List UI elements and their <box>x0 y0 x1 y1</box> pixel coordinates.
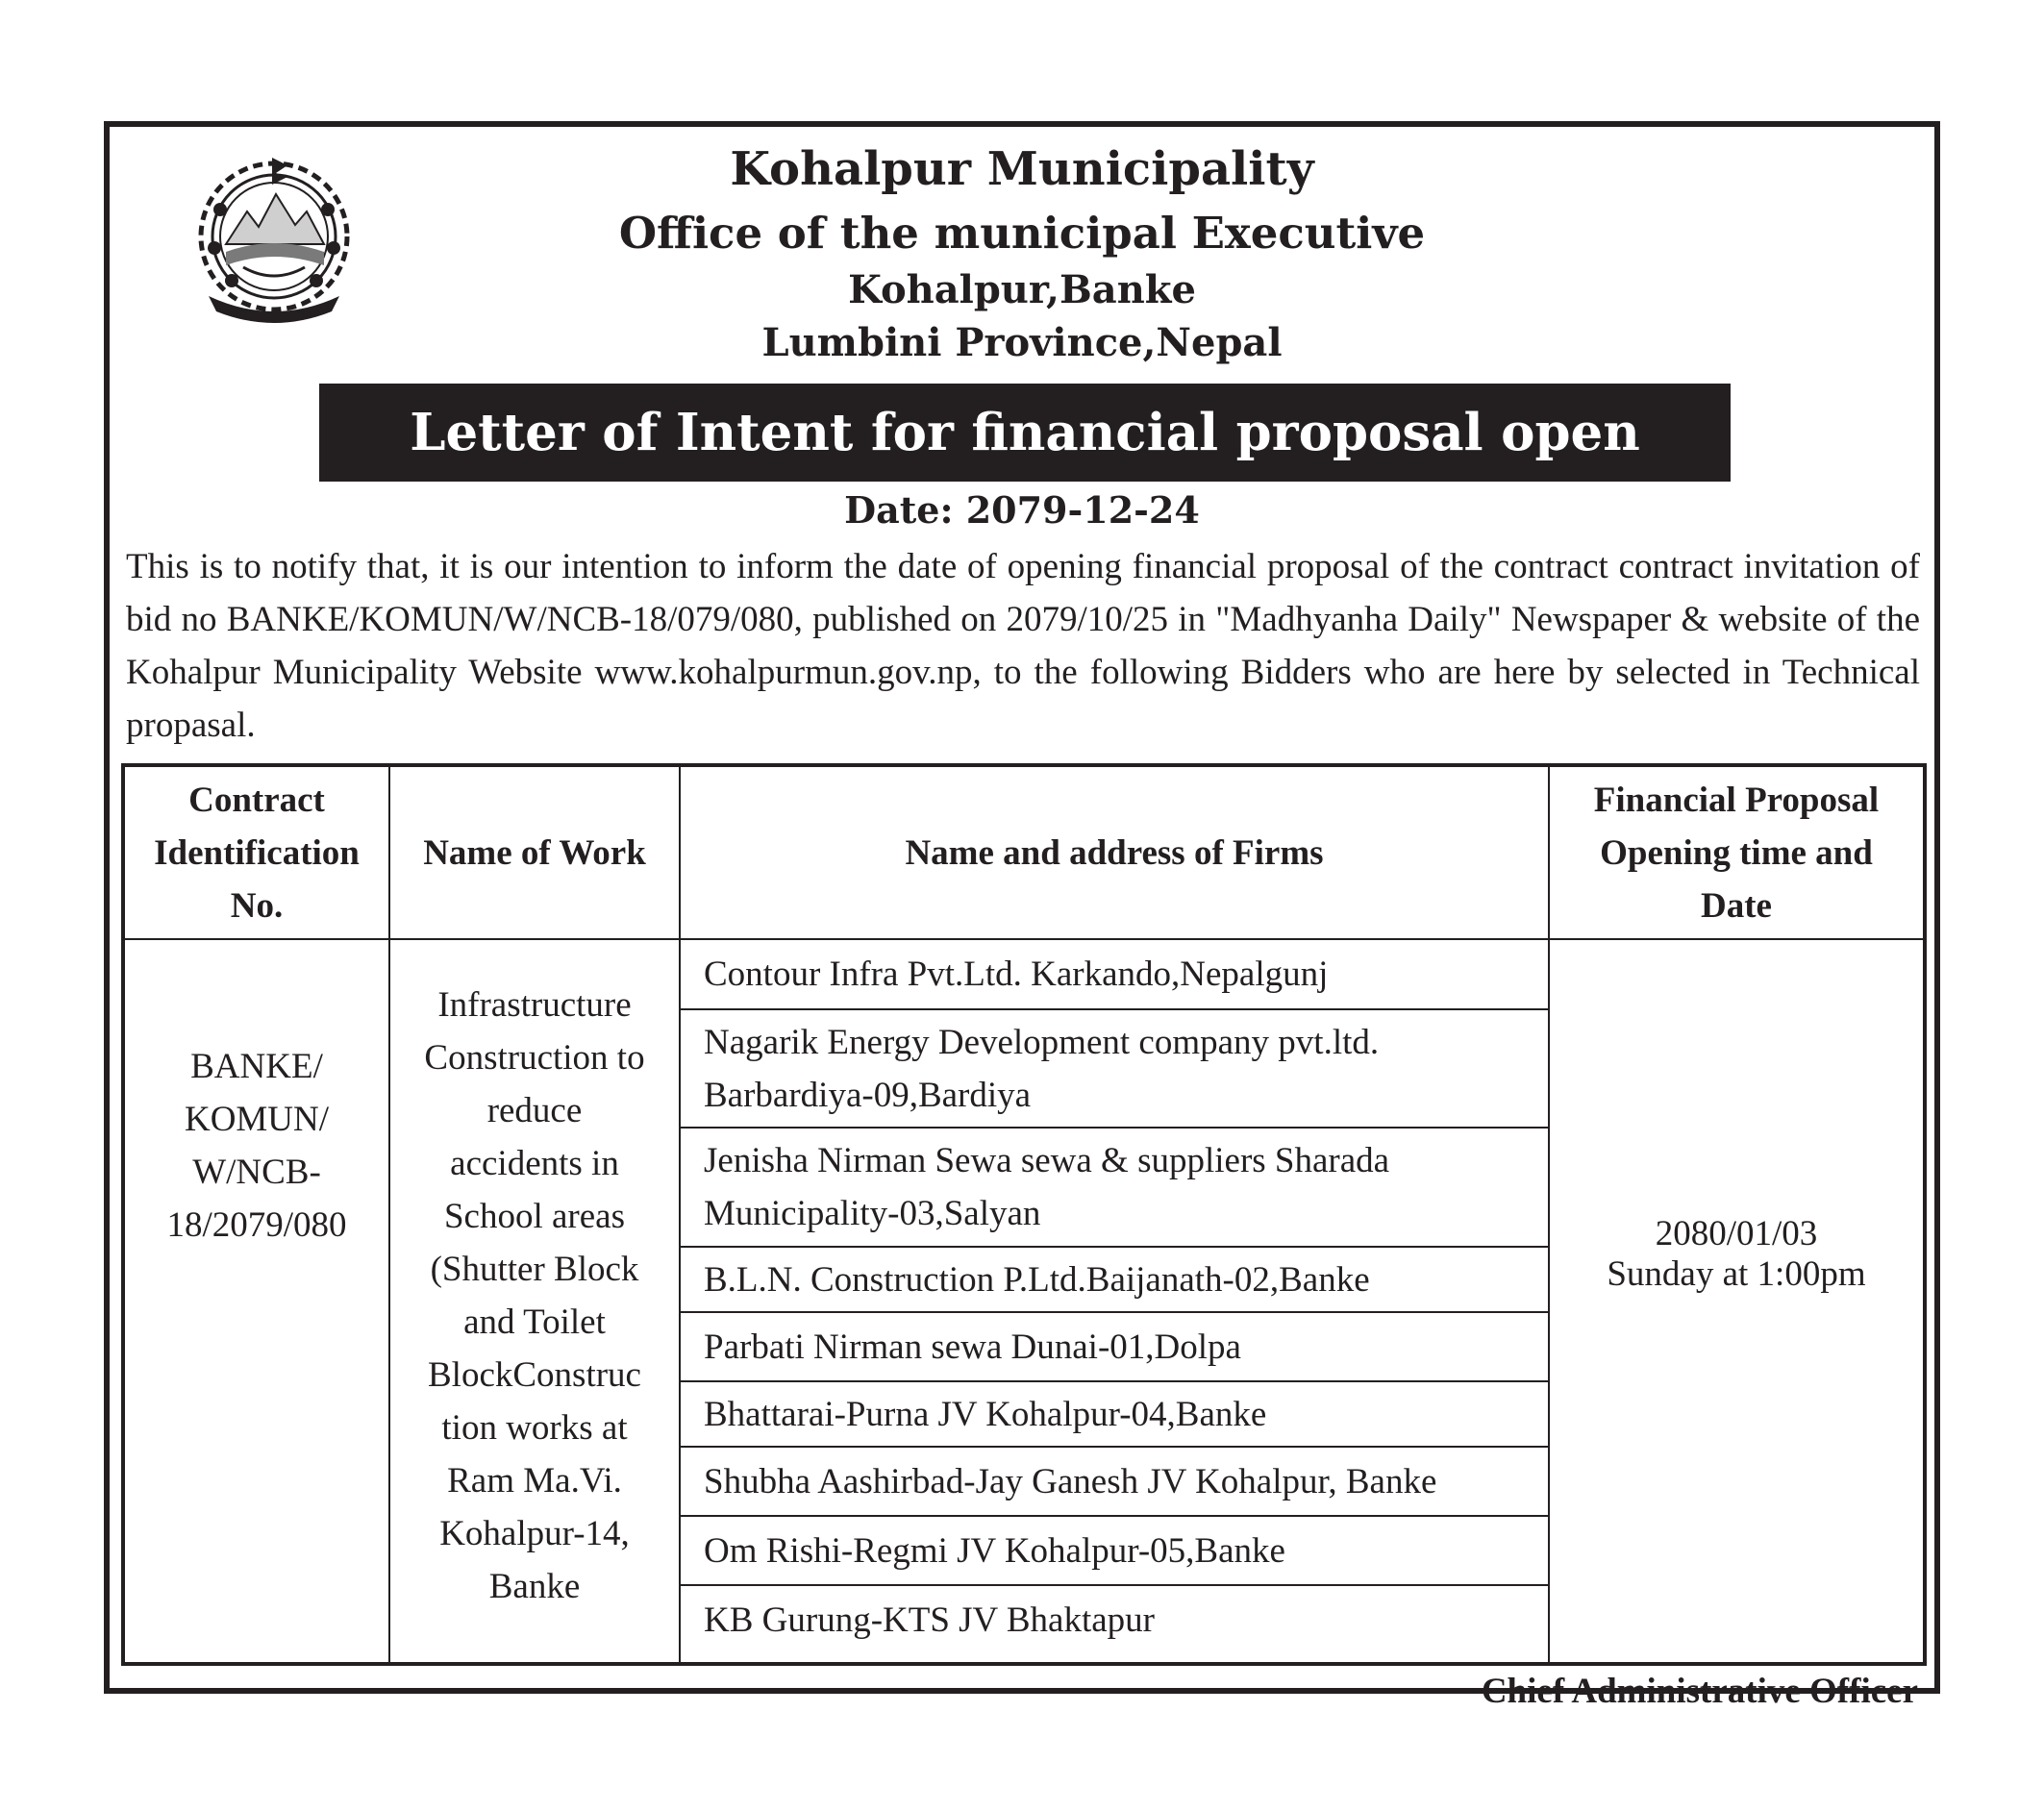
firm-row: Shubha Aashirbad-Jay Ganesh JV Kohalpur, Banke <box>704 1461 1437 1501</box>
address-line-1: Kohalpur,Banke <box>848 267 1196 312</box>
firm-row: B.L.N. Construction P.Ltd.Baijanath-02,Banke <box>704 1259 1370 1300</box>
signature-title: Chief Administrative Officer <box>1481 1672 1918 1711</box>
firm-row: Bhattarai-Purna JV Kohalpur-04,Banke <box>704 1394 1267 1434</box>
firm-row: Nagarik Energy Development company pvt.ltd. Barbardiya-09,Bardiya <box>704 1022 1380 1115</box>
municipality-name: Kohalpur Municipality <box>730 142 1314 196</box>
opening-date-cell: 2080/01/03 Sunday at 1:00pm <box>1607 1214 1866 1294</box>
firm-row: Contour Infra Pvt.Ltd. Karkando,Nepalgunj <box>704 955 1329 994</box>
header-opening-time: Financial Proposal Opening time and Date <box>1593 780 1880 926</box>
header-firms: Name and address of Firms <box>905 832 1324 873</box>
bidders-table <box>121 763 1927 1666</box>
firm-row: KB Gurung-KTS JV Bhaktapur <box>704 1600 1155 1640</box>
header-name-of-work: Name of Work <box>423 832 646 873</box>
firm-row: Jenisha Nirman Sewa sewa & suppliers Sharada Municipality-03,Salyan <box>704 1141 1390 1233</box>
firm-row: Parbati Nirman sewa Dunai-01,Dolpa <box>704 1327 1241 1367</box>
notice-title-banner: Letter of Intent for financial proposal open <box>319 384 1731 482</box>
firms-column <box>681 940 1548 1662</box>
notice-body: This is to notify that, it is our intention to inform the date of opening financial proposal of the contract contract invitation of bid no BANKE/KOMUN/W/NCB-18/079/080, published on 2079/10/25 in "Madhyanha Daily" Newspaper & website of the Kohalpur Municipality Website www.kohalpurmun.gov.np, to the following Bidders who are here by selected in Technical propasal. <box>126 547 1920 745</box>
work-description-cell: Infrastructure Construction to reduce accidents in School areas (Shutter Block and Toilet BlockConstruc tion works at Ram Ma.Vi. Kohalpur-14, Banke <box>424 985 645 1606</box>
contract-id-cell: BANKE/ KOMUN/ W/NCB- 18/2079/080 <box>166 1047 347 1245</box>
address-line-2: Lumbini Province,Nepal <box>761 320 1283 365</box>
firm-row: Om Rishi-Regmi JV Kohalpur-05,Banke <box>704 1530 1285 1571</box>
office-name: Office of the municipal Executive <box>618 208 1426 259</box>
header-contract-id: Contract Identification No. <box>154 780 360 926</box>
notice-date: Date: 2079-12-24 <box>844 488 1200 532</box>
